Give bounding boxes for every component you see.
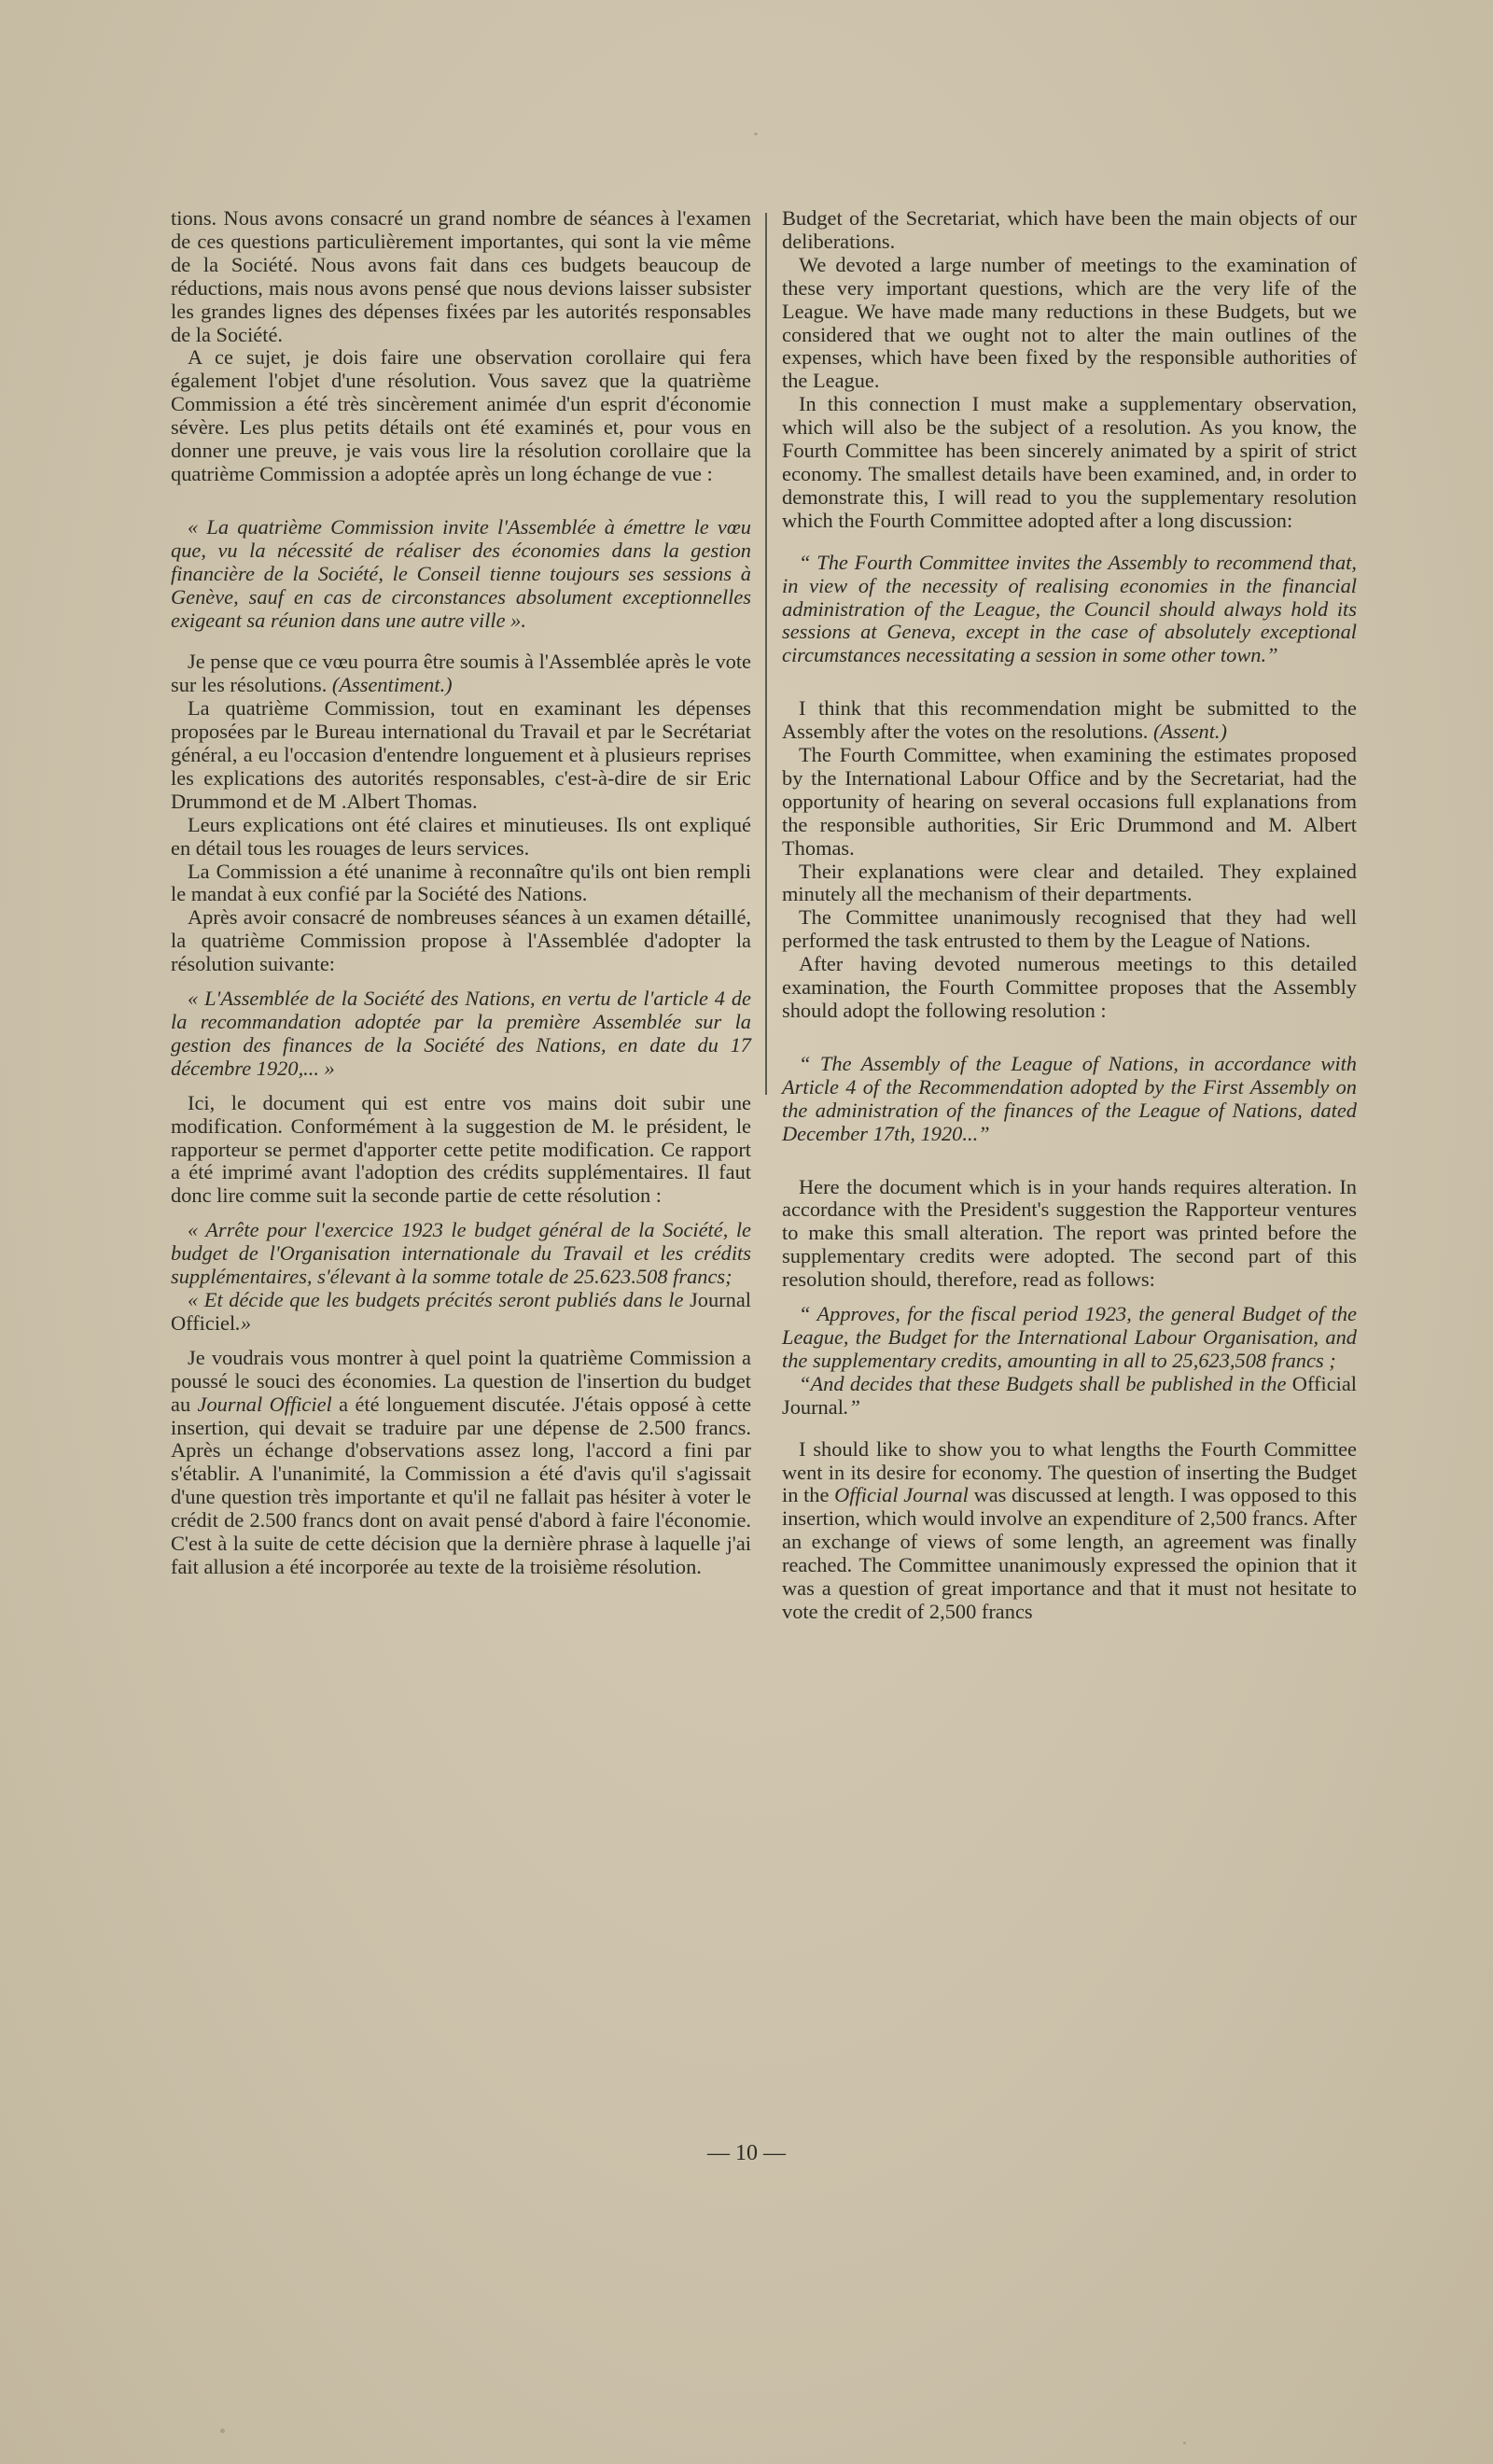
journal-reference: Official Journal — [834, 1483, 969, 1507]
paragraph: Here the document which is in your hands requires alteration. In accordance with the President's suggestion the Rapporteur ventures to make this small alteration. The report was printed before the supplementary credits were adopted. The second part of this resolution should, therefore, read as follows: — [782, 1174, 1357, 1292]
paragraph: La quatrième Commission, tout en examinant les dépenses proposées par le Bureau international du Travail et par le Secrétariat général, a eu l'occasion d'entendre longuement et à plusieurs reprises les explications des autorités responsables, c'est-à-dire de sir Eric Drummond et de M .Albert Thomas. — [171, 696, 751, 813]
quote-text: « Et décide que les budgets précités seront publiés dans le — [188, 1287, 684, 1311]
resolution-quote — [171, 1289, 751, 1336]
quote-text: .» — [235, 1310, 252, 1335]
paragraph-text: I think that this recommendation might be submitted to the Assembly after the votes on the resolutions. — [782, 696, 1357, 744]
paragraph: After having devoted numerous meetings to this detailed examination, the Fourth Committee proposes that the Assembly should adopt the following resolution : — [782, 952, 1357, 1022]
assent-note: (Assent.) — [1153, 720, 1227, 744]
paper-speck — [1183, 2442, 1186, 2444]
paragraph: The Fourth Committee, when examining the estimates proposed by the International Labour Office and by the Secretariat, had the opportunity of hearing on several occasions full explanations from the responsible authorities, Sir Eric Drummond and M. Albert Thomas. — [782, 743, 1357, 860]
paragraph-text: I should like to show you to what lengths the Fourth Committee went in its desire for economy. The question of inserting the Budget in the — [782, 1436, 1357, 1507]
resolution-quote: “ The Fourth Committee invites the Assembly to recommend that, in view of the necessity of realising economies in the financial administration of the League, the Council should always hold its sessions at Geneva, except in the case of absolutely exceptional circumstances necessitating a session in some other town.” — [782, 550, 1357, 667]
paragraph: A ce sujet, je dois faire une observation corollaire qui fera également l'objet d'une résolution. Vous savez que la quatrième Commission a été très sincèrement animée d'un esprit d'économie sévère. Les plus petits détails ont été examinés et, pour vous en donner une preuve, je vais vous lire la résolution corollaire que la quatrième Commission a adoptée après un long échange de vue : — [171, 345, 751, 485]
paragraph: The Committee unanimously recognised that they had well performed the task entrusted to them by the League of Nations. — [782, 905, 1357, 953]
paragraph: Ici, le document qui est entre vos mains doit subir une modification. Conformément à la suggestion de M. le président, le rapporteur se permet d'apporter cette petite modification. Ce rapport a été imprimé avant l'adoption des crédits supplémentaires. Il faut donc lire comme suit la seconde partie de cette résolution : — [171, 1090, 751, 1208]
paragraph: Leurs explications ont été claires et minutieuses. Ils ont expliqué en détail tous les rouages de leurs services. — [171, 812, 751, 860]
paragraph: Après avoir consacré de nombreuses séances à un examen détaillé, la quatrième Commission propose à l'Assemblée d'adopter la résolution suivante: — [171, 905, 751, 976]
quote-text: .” — [843, 1394, 860, 1419]
paragraph — [171, 651, 751, 697]
paragraph: Their explanations were clear and detailed. They explained minutely all the mechanism of their departments. — [782, 859, 1357, 906]
resolution-quote — [782, 1373, 1357, 1420]
french-column — [171, 207, 751, 1579]
journal-reference: Journal Officiel — [197, 1392, 332, 1416]
quote-text: “And decides that these Budgets shall be published in the — [799, 1371, 1287, 1395]
paragraph: We devoted a large number of meetings to the examination of these very important questions, which are the very life of the League. We have made many reductions in these Budgets, but we considered that we ought not to alter the main outlines of the expenses, which have been fixed by the responsible authorities of the League. — [782, 252, 1357, 393]
paper-speck — [220, 2429, 225, 2433]
paragraph: La Commission a été unanime à reconnaître qu'ils ont bien rempli le mandat à eux confié par la Société des Nations. — [171, 859, 751, 906]
paragraph-text: Je pense que ce vœu pourra être soumis à l'Assemblée après le vote sur les résolutions. — [171, 650, 751, 697]
resolution-quote: “ The Assembly of the League of Nations, in accordance with Article 4 of the Recommendation adopted by the First Assembly on the administration of the finances of the League of Nations, dated December 17th, 1920...” — [782, 1051, 1357, 1145]
assent-note: (Assentiment.) — [331, 673, 453, 697]
paragraph-text: Je voudrais vous montrer à quel point la quatrième Commission a poussé le souci des économies. La question de l'insertion du budget au — [171, 1345, 751, 1416]
resolution-quote: « La quatrième Commission invite l'Assemblée à émettre le vœu que, vu la nécessité de réaliser des économies dans la gestion financière de la Société, le Conseil tienne toujours ses sessions à Genève, sauf en cas de circonstances absolument exceptionnelles exigeant sa réunion dans une autre ville ». — [171, 514, 751, 632]
page-number: — 10 — — [707, 2141, 786, 2165]
english-column — [782, 207, 1357, 1624]
journal-reference: Official Journal — [782, 1371, 1358, 1419]
column-divider — [765, 213, 767, 1095]
resolution-quote: « Arrête pour l'exercice 1923 le budget général de la Société, le budget de l'Organisation internationale du Travail et les crédits supplémentaires, s'élevant à la somme totale de 25.623.508 francs; — [171, 1218, 751, 1289]
resolution-quote: « L'Assemblée de la Société des Nations, en vertu de l'article 4 de la recommandation adoptée par la première Assemblée sur la gestion des finances de la Société des Nations, en date du 17 décembre 1920,... » — [171, 987, 751, 1080]
paper-speck — [754, 133, 758, 135]
paragraph-text: a été longuement discutée. J'étais opposé à cette insertion, qui devait se traduire par une dépense de 2.500 francs. Après un échange d'observations assez long, l'accord a fini par s'établir. A l'unanimité, la Commission a été d'avis qu'il s'agissait d'une question très importante et qu'il ne fallait pas hésiter à voter le crédit de 2.500 francs dont on avait pensé d'abord à faire l'économie. C'est à la suite de cette décision que la dernière phrase à laquelle j'ai fait allusion a été incorporée au texte de la troisième résolution. — [171, 1392, 752, 1578]
paragraph — [782, 1438, 1357, 1624]
paragraph: tions. Nous avons consacré un grand nombre de séances à l'examen de ces questions particulièrement importantes, qui sont la vie même de la Société. Nous avons fait dans ces budgets beaucoup de réductions, mais nous avons pensé que nous devions laisser subsister les grandes lignes des dépenses fixées par les autorités responsables de la Société. — [171, 206, 751, 346]
paragraph: Budget of the Secretariat, which have been the main objects of our deliberations. — [782, 206, 1357, 253]
paragraph: In this connection I must make a supplementary observation, which will also be the subject of a resolution. As you know, the Fourth Committee has been sincerely animated by a spirit of strict economy. The smallest details have been examined, and, in order to demonstrate this, I will read to you the supplementary resolution which the Fourth Committee adopted after a long discussion: — [782, 392, 1357, 532]
paragraph-text: was discussed at length. I was opposed to this insertion, which would involve an expenditure of 2,500 francs. After an exchange of views of some length, an agreement was finally reached. The Committee unanimously expressed the opinion that it was a question of great importance and that it must not hesitate to vote the credit of 2,500 francs — [782, 1483, 1357, 1623]
journal-reference: Journal Officiel — [171, 1287, 751, 1335]
paragraph — [171, 1347, 751, 1579]
paragraph — [782, 697, 1357, 744]
resolution-quote: “ Approves, for the fiscal period 1923, the general Budget of the League, the Budget for the International Labour Organisation, and the supplementary credits, amounting in all to 25,623,508 francs ; — [782, 1302, 1357, 1372]
